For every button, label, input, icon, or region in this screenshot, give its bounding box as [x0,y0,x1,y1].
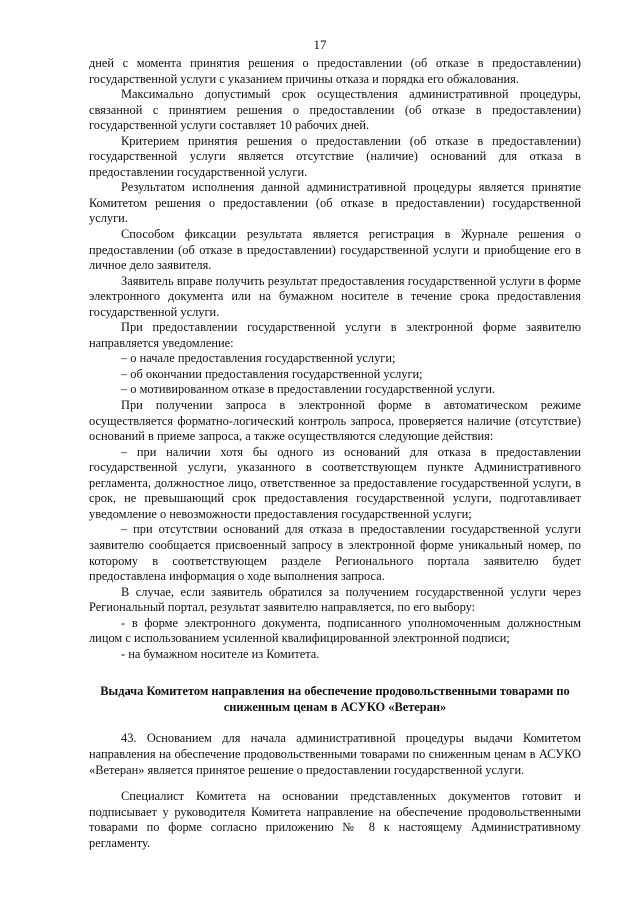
paragraph: В случае, если заявитель обратился за получением государственной услуги через Региональный портал, результат заявителю направляется, по его выбору: [89,584,581,615]
paragraph: - на бумажном носителе из Комитета. [121,646,320,661]
list-item: – о мотивированном отказе в предоставлении государственной услуги. [121,382,496,397]
paragraph: Заявитель вправе получить результат предоставления государственной услуги в форме электронного документа или на бумажном носителе в течение срока предоставления государственной услуги. [89,273,581,319]
paragraph: При получении запроса в электронной форме в автоматическом режиме осуществляется форматно-логический контроль запроса, проверяется наличие (отсутствие) оснований в приеме запроса, а также осуществляются следующие действия: [89,398,581,444]
section-heading: Выдача Комитетом направления на обеспечение продовольственными товарами по сниженным ценам в АСУКО «Ветеран» [100,684,570,714]
list-item: – об окончании предоставления государственной услуги; [121,366,423,381]
paragraph: – при наличии хотя бы одного из оснований для отказа в предоставлении государственной услуги, указанного в соответствующем пункте Административного регламента, должностное лицо, ответственное за предоставление государственной услуги, в срок, не превышающий срок предоставления государственной услуги, подготавливает уведомление о невозможности предоставления государственной услуги; [89,444,581,521]
document-body [89,56,581,851]
paragraph: Результатом исполнения данной административной процедуры является принятие Комитетом решения о предоставлении (об отказе в предоставлении) государственной услуги. [89,180,581,226]
paragraph: Критерием принятия решения о предоставлении (об отказе в предоставлении) государственной услуги является отсутствие (наличие) оснований для отказа в предоставлении государственной услуги. [89,133,581,179]
list-item: – о начале предоставления государственной услуги; [121,351,396,366]
paragraph: - в форме электронного документа, подписанного уполномоченным должностным лицом с использованием усиленной квалифицированной электронной подписи; [89,615,581,646]
paragraph: Специалист Комитета на основании представленных документов готовит и подписывает у руководителя Комитета направление на обеспечение продовольственными товарами по форме согласно приложению № 8 к настоящему Административному регламенту. [89,789,581,850]
paragraph: Способом фиксации результата является регистрация в Журнале решения о предоставлении (об отказе в предоставлении) государственной услуги и приобщение его в личное дело заявителя. [89,227,581,273]
paragraph: – при отсутствии оснований для отказа в предоставлении государственной услуги заявителю сообщается присвоенный запросу в электронной форме уникальный номер, по которому в соответствующем разделе Регионального портала заявителю будет предоставлена информация о ходе выполнения запроса. [89,522,581,584]
paragraph: При предоставлении государственной услуги в электронной форме заявителю направляется уведомление: [89,320,581,350]
paragraph: Максимально допустимый срок осуществления административной процедуры, связанной с принятием решения о предоставлении (об отказе в предоставлении) государственной услуги составляет 10 рабочих дней. [89,87,581,133]
paragraph: 43. Основанием для начала административной процедуры выдачи Комитетом направления на обеспечение продовольственными товарами по сниженным ценам в АСУКО «Ветеран» является принятое решение о предоставлении государственной услуги. [89,731,581,777]
page-number: 17 [313,37,327,52]
paragraph: дней с момента принятия решения о предоставлении (об отказе в предоставлении) государственной услуги с указанием причины отказа и порядка его обжалования. [89,56,581,86]
notification-list [89,351,581,398]
